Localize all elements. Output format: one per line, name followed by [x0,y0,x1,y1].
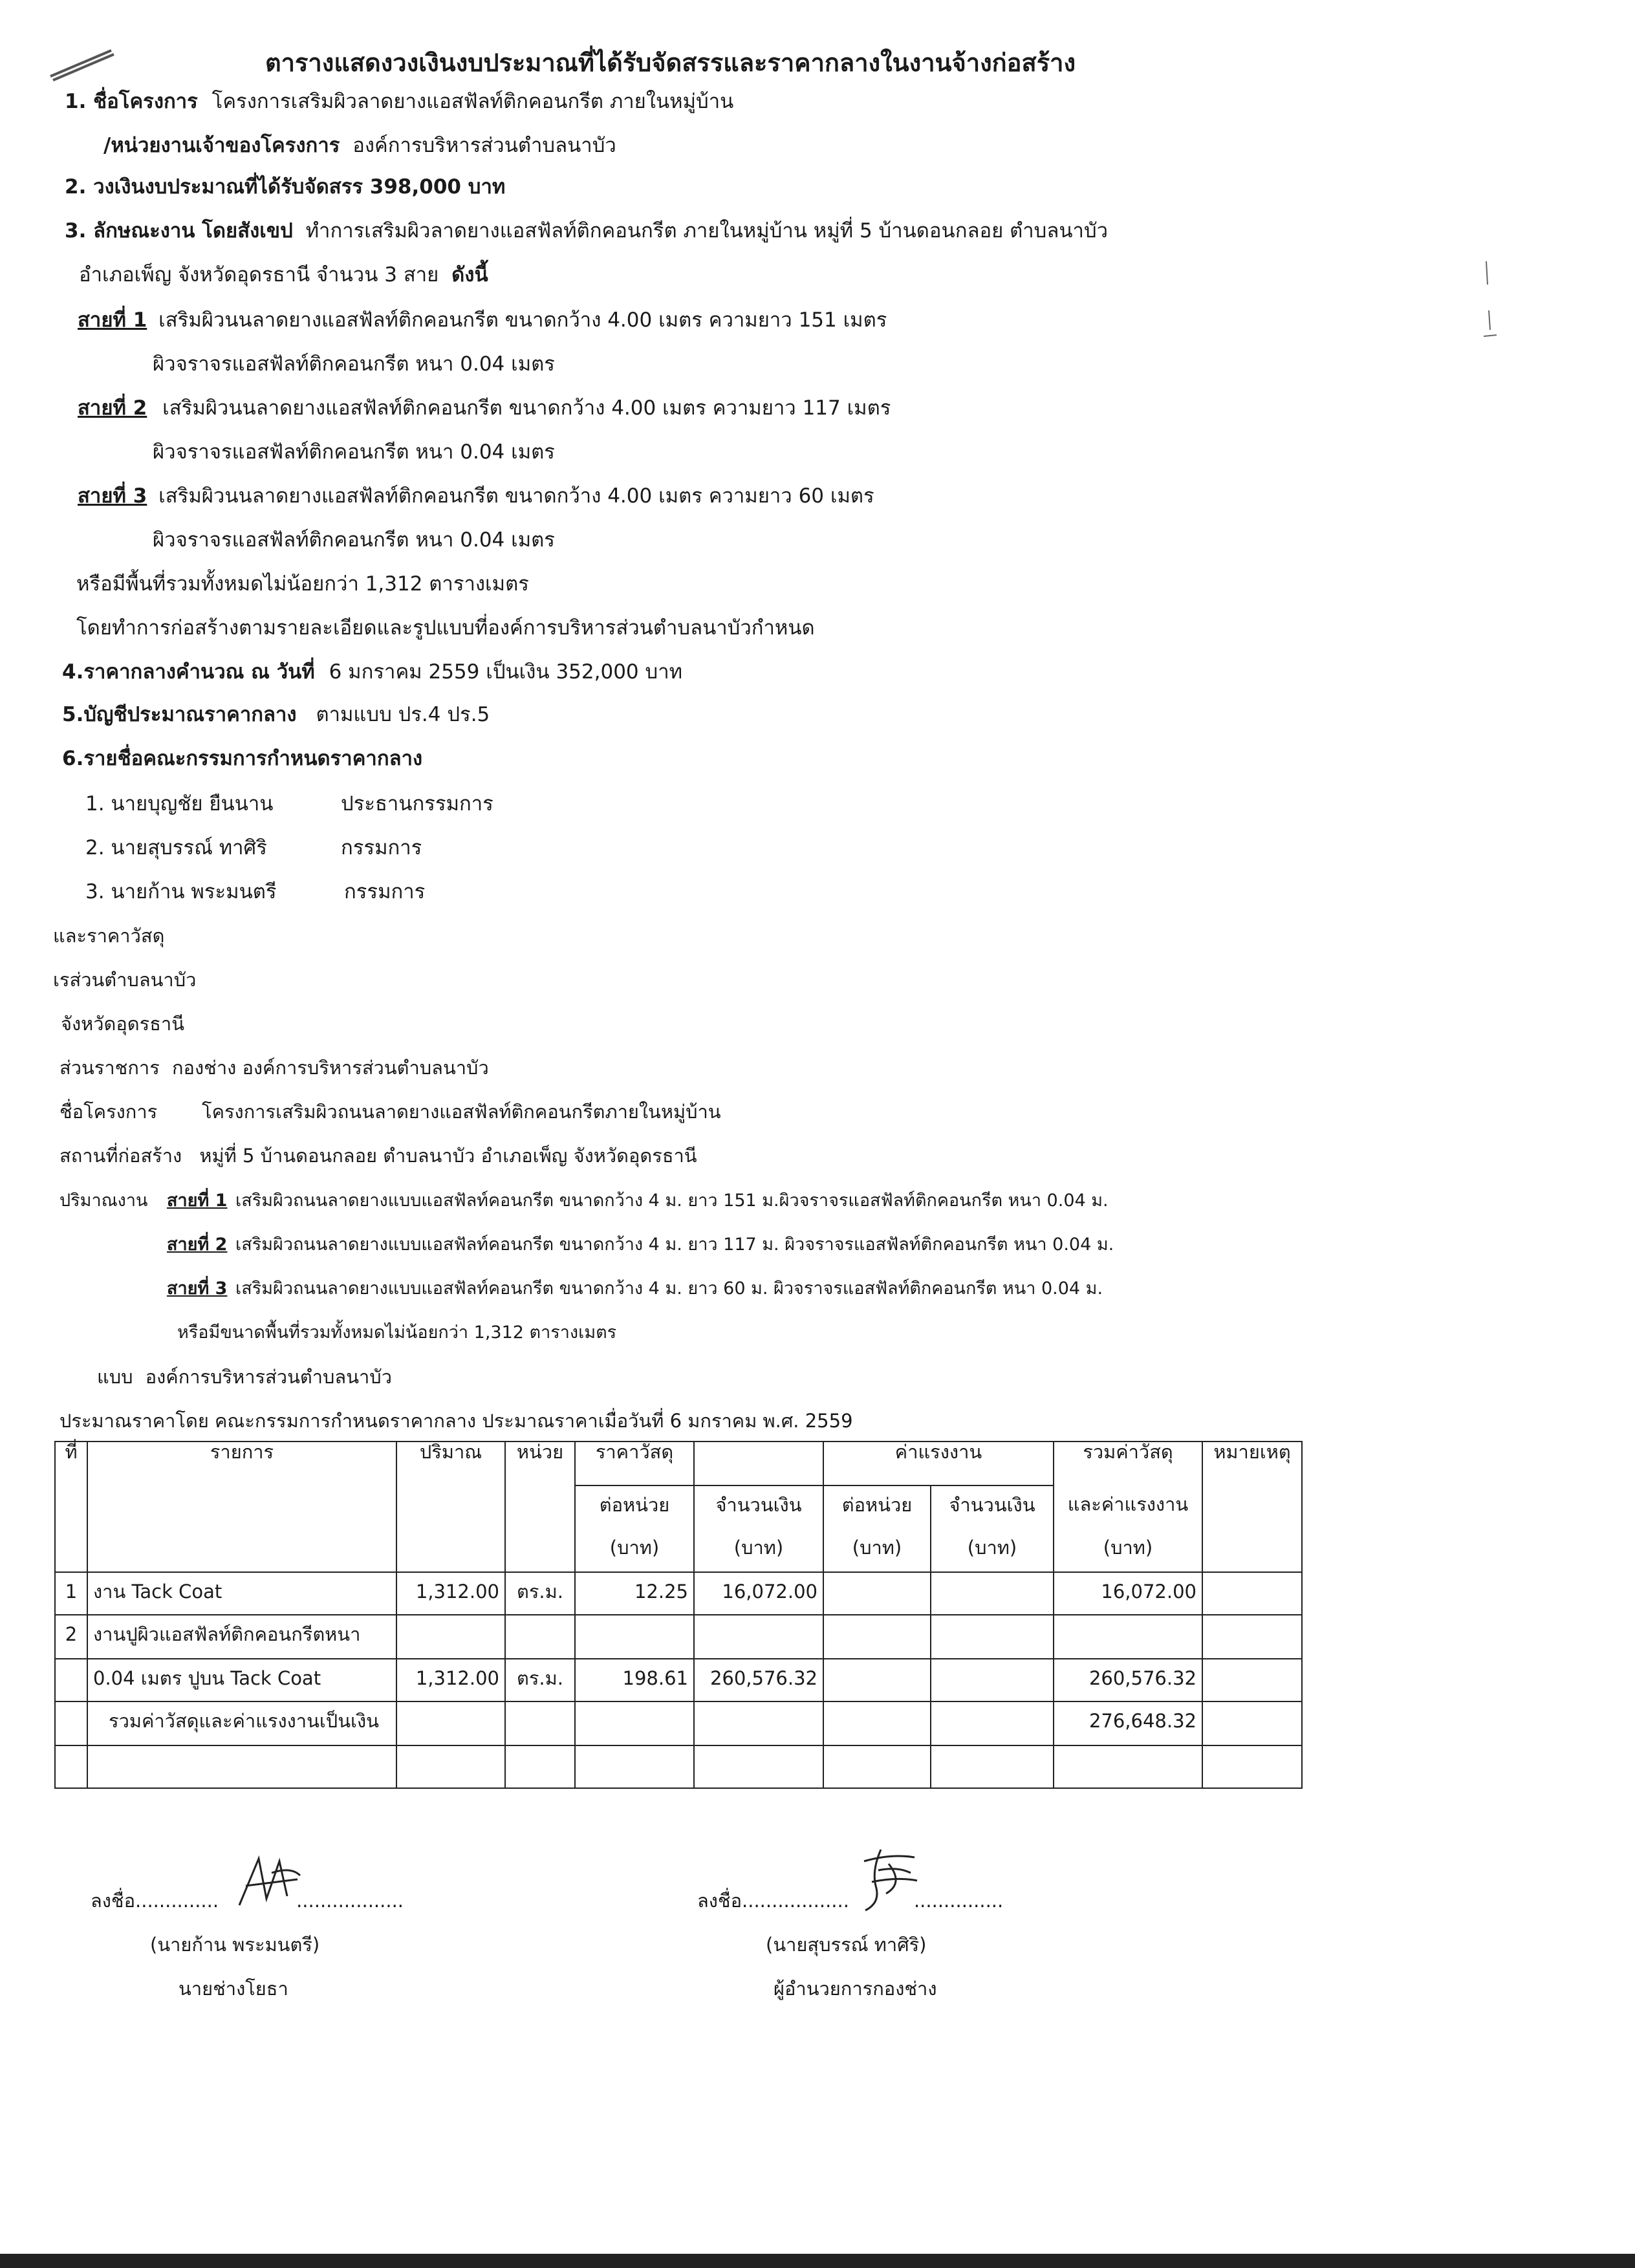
work-description-line1 [65,220,1108,242]
committee-heading: 6.รายชื่อคณะกรรมการกำหนดราคากลาง [62,747,423,770]
project-title-label: ชื่อโครงการ [60,1101,158,1123]
header-material-amount [694,1485,823,1529]
project-owner-line [103,135,616,157]
row-2-material-unit [575,1615,694,1659]
committee-member-2-role: กรรมการ [341,836,422,859]
estimate-line: ประมาณราคาโดย คณะกรรมการกำหนดราคากลาง ประมาณราคาเมื่อวันที่ 6 มกราคม พ.ศ. 2559 [60,1410,853,1432]
row-1-qty [396,1572,505,1615]
row-1-item-text: งาน Tack Coat [93,1581,222,1603]
project-owner-label: /หน่วยงานเจ้าของโครงการ [103,134,340,157]
row-1-unit-text: ตร.ม. [517,1581,563,1603]
table-header-row-3 [55,1529,1302,1572]
signature-2-line [697,1891,1003,1912]
work-description-label: 3. ลักษณะงาน โดยสังเขป [65,219,293,243]
header-labor-amount-text: จำนวนเงิน [949,1494,1035,1516]
header-baht-text: (บาท) [1103,1537,1153,1559]
header-baht-text: (บาท) [967,1537,1017,1559]
road-line-1-surface: ผิวจราจรแอสฟัลท์ติกคอนกรีต หนา 0.04 เมตร [153,352,555,376]
header-blank [505,1485,575,1529]
empty-cell [55,1745,87,1788]
empty-cell [694,1745,823,1788]
table-header-row-1 [55,1442,1302,1485]
row-1-labor-amount [931,1572,1054,1615]
empty-cell [931,1745,1054,1788]
row-3-labor-amount-text [937,1659,1048,1669]
table-empty-row [55,1745,1302,1788]
row-3-unit [505,1659,575,1701]
road-line-1 [78,309,887,331]
road-line-2-label: สายที่ 2 [78,396,147,420]
row-1-total [1054,1572,1202,1615]
row-3-material-amount [694,1659,823,1701]
fragment-material-price: และราคาวัสดุ [53,925,165,947]
header-total-2 [1054,1485,1202,1529]
row-2-no [55,1615,87,1659]
table-row [55,1615,1302,1659]
agency-line [60,1058,489,1079]
row-3-note [1202,1659,1302,1701]
signature-1-name: (นายก้าน พระมนตรี) [150,1934,320,1956]
header-unit: หน่วย [505,1442,575,1485]
header-blank [396,1529,505,1572]
quantity-area-note: หรือมีขนาดพื้นที่รวมทั้งหมดไม่น้อยกว่า 1,312 ตารางเมตร [177,1323,617,1343]
sum-labor-unit [823,1701,931,1745]
header-blank [1202,1529,1302,1572]
sum-labor-amount [931,1701,1054,1745]
header-blank [396,1485,505,1529]
quantity-line-1-text: เสริมผิวถนนลาดยางแบบแอสฟัลท์คอนกรีต ขนาดกว้าง 4 ม. ยาว 151 ม.ผิวจราจรแอสฟัลท์ติกคอนกรีต หนา 0.04 ม. [235,1191,1109,1211]
committee-member-3-name: 3. นายก้าน พระมนตรี [85,880,277,903]
row-3-labor-unit [823,1659,931,1701]
header-labor-amount [931,1485,1054,1529]
row-1-material-amount [694,1572,823,1615]
sum-label-text: รวมค่าวัสดุและค่าแรงงานเป็นเงิน [109,1710,379,1732]
sum-label [87,1701,396,1745]
header-baht [694,1529,823,1572]
row-3-total-text: 260,576.32 [1088,1667,1196,1689]
design-line [97,1367,392,1388]
road-line-3-text: เสริมผิวนนลาดยางแอสฟัลท์ติกคอนกรีต ขนาดกว้าง 4.00 เมตร ความยาว 60 เมตร [158,484,874,508]
header-quantity: ปริมาณ [396,1442,505,1485]
row-3-labor-amount [931,1659,1054,1701]
committee-member-1-role: ประธานกรรมการ [341,792,493,815]
header-baht [1054,1529,1202,1572]
road-line-3 [78,485,874,507]
sum-no [55,1701,87,1745]
sum-total [1054,1701,1202,1745]
site-line [60,1146,697,1167]
row-2-total [1054,1615,1202,1659]
empty-cell [87,1745,396,1788]
design-value: องค์การบริหารส่วนตำบลนาบัว [145,1366,392,1388]
row-2-unit [505,1615,575,1659]
header-baht [575,1529,694,1572]
row-3-qty [396,1659,505,1701]
signature-2-line-end: ............... [913,1890,1004,1912]
row-2-item [87,1615,396,1659]
table-row [55,1572,1302,1615]
row-1-labor-unit-text [829,1573,925,1582]
header-baht-text: (บาท) [733,1537,784,1559]
header-no: ที่ [55,1442,87,1485]
row-3-note-text [1208,1659,1296,1669]
row-2-note [1202,1615,1302,1659]
header-material-amount-text: จำนวนเงิน [715,1494,802,1516]
empty-cell [396,1745,505,1788]
row-3-total [1054,1659,1202,1701]
signature-2-handwriting [852,1844,924,1916]
row-2-material-amount [694,1615,823,1659]
quantity-label: ปริมาณงาน [60,1191,148,1211]
row-2-labor-amount [931,1615,1054,1659]
header-total-2-text: และค่าแรงงาน [1067,1493,1189,1515]
price-schedule-value: ตามแบบ ปร.4 ปร.5 [316,703,490,726]
road-line-3-surface: ผิวจราจรแอสฟัลท์ติกคอนกรีต หนา 0.04 เมตร [153,528,555,552]
row-1-qty-text: 1,312.00 [415,1581,499,1603]
empty-cell [1054,1745,1202,1788]
project-name-value: โครงการเสริมผิวลาดยางแอสฟัลท์ติกคอนกรีต ภายในหมู่บ้าน [211,90,734,113]
row-3-material-amount-text: 260,576.32 [709,1667,817,1689]
row-1-note-text [1208,1573,1296,1582]
reference-price-label: 4.ราคากลางคำนวณ ณ วันที่ [62,660,315,684]
committee-member-1-name: 1. นายบุญชัย ยืนนาน [85,792,274,815]
signature-2-line-start: ลงชื่อ.................. [697,1890,849,1912]
signature-2-position: ผู้อำนวยการกองช่าง [774,1978,937,2000]
header-baht [823,1529,931,1572]
road-line-3-label: สายที่ 3 [78,484,147,508]
committee-member-3-role: กรรมการ [344,880,426,903]
sum-note [1202,1701,1302,1745]
row-1-no-text: 1 [65,1581,78,1603]
header-material-price: ราคาวัสดุ [575,1442,694,1485]
work-as-follows: ดังนี้ [451,263,488,286]
work-description-value: ทำการเสริมผิวลาดยางแอสฟัลท์ติกคอนกรีต ภายในหมู่บ้าน หมู่ที่ 5 บ้านดอนกลอย ตำบลนาบัว [305,219,1109,243]
road-line-1-text: เสริมผิวนนลาดยางแอสฟัลท์ติกคอนกรีต ขนาดกว้าง 4.00 เมตร ความยาว 151 เมตร [158,308,887,332]
fragment-province: จังหวัดอุดรธานี [61,1013,185,1035]
header-baht [931,1529,1054,1572]
road-line-2-surface: ผิวจราจรแอสฟัลท์ติกคอนกรีต หนา 0.04 เมตร [153,440,555,464]
empty-cell [823,1745,931,1788]
row-2-labor-unit [823,1615,931,1659]
committee-member-3 [85,881,425,903]
reference-price-line [62,661,682,683]
row-3-item-text: 0.04 เมตร ปูบน Tack Coat [93,1667,321,1689]
project-title-line [60,1102,721,1123]
row-3-no [55,1659,87,1701]
scan-speck-mark [1477,259,1503,343]
scan-bottom-edge [0,2254,1635,2268]
row-1-material-unit [575,1572,694,1615]
row-3-item [87,1659,396,1701]
table-row [55,1659,1302,1701]
table-sum-row [55,1701,1302,1745]
quantity-line-2 [167,1235,1114,1255]
design-label: แบบ [97,1366,133,1388]
header-blank [1202,1485,1302,1529]
project-owner-value: องค์การบริหารส่วนตำบลนาบัว [352,134,616,157]
agency-label: ส่วนราชการ [60,1057,160,1079]
empty-cell [1202,1745,1302,1788]
header-material-per-unit [575,1485,694,1529]
quantity-line-2-label: สายที่ 2 [167,1235,228,1255]
cost-table [54,1441,1303,1789]
price-schedule-label: 5.บัญชีประมาณราคากลาง [62,703,297,726]
row-2-qty [396,1615,505,1659]
header-labor-per-unit [823,1485,931,1529]
committee-member-1 [85,793,493,815]
header-blank [55,1529,87,1572]
header-blank [505,1529,575,1572]
road-line-1-label: สายที่ 1 [78,308,147,332]
quantity-line-2-text: เสริมผิวถนนลาดยางแบบแอสฟัลท์คอนกรีต ขนาดกว้าง 4 ม. ยาว 117 ม. ผิวจราจรแอสฟัลท์ติกคอนกรีต หนา 0.04 ม. [235,1235,1114,1255]
sum-qty [396,1701,505,1745]
header-note: หมายเหตุ [1202,1442,1302,1485]
row-1-material-amount-text: 16,072.00 [722,1581,817,1603]
site-label: สถานที่ก่อสร้าง [60,1145,182,1167]
row-3-material-unit-text: 198.61 [622,1667,688,1689]
header-item: รายการ [87,1442,396,1485]
quantity-line-3-label: สายที่ 3 [167,1279,228,1299]
quantity-line-3 [167,1279,1103,1299]
document-title: ตารางแสดงวงเงินงบประมาณที่ได้รับจัดสรรและราคากลางในงานจ้างก่อสร้าง [265,49,1076,77]
quantity-line-1-label: สายที่ 1 [167,1191,228,1211]
work-location: อำเภอเพ็ญ จังหวัดอุดรธานี จำนวน 3 สาย [79,263,439,286]
total-area-note: หรือมีพื้นที่รวมทั้งหมดไม่น้อยกว่า 1,312 ตารางเมตร [76,572,529,596]
row-3-unit-text: ตร.ม. [517,1667,563,1689]
signature-1-line-end: .................. [296,1890,404,1912]
budget-line: 2. วงเงินงบประมาณที่ได้รับจัดสรร 398,000 บาท [65,175,506,199]
row-1-item [87,1572,396,1615]
road-line-2-text: เสริมผิวนนลาดยางแอสฟัลท์ติกคอนกรีต ขนาดกว้าง 4.00 เมตร ความยาว 117 เมตร [162,396,891,420]
site-value: หมู่ที่ 5 บ้านดอนกลอย ตำบลนาบัว อำเภอเพ็ญ จังหวัดอุดรธานี [199,1145,697,1167]
row-2-no-text: 2 [65,1623,78,1645]
quantity-line-1 [60,1191,1109,1211]
project-name-label: 1. ชื่อโครงการ [65,90,198,113]
committee-member-2-name: 2. นายสุบรรณ์ ทาศิริ [85,836,267,859]
signature-1-position: นายช่างโยธา [179,1978,288,2000]
row-1-no [55,1572,87,1615]
signature-2-name: (นายสุบรรณ์ ทาศิริ) [766,1934,927,1956]
project-name-line [65,91,733,113]
sum-unit [505,1701,575,1745]
header-blank [87,1485,396,1529]
row-1-unit [505,1572,575,1615]
header-blank [87,1529,396,1572]
row-3-material-unit [575,1659,694,1701]
row-3-qty-text: 1,312.00 [415,1667,499,1689]
row-1-labor-amount-text [937,1573,1048,1582]
header-baht-text: (บาท) [852,1537,902,1559]
table-header-row-2 [55,1485,1302,1529]
empty-cell [575,1745,694,1788]
row-2-item-text: งานปูผิวแอสฟัลท์ติกคอนกรีตหนา [93,1623,361,1645]
committee-member-2 [85,837,422,859]
road-line-2 [78,397,891,419]
sum-material-unit [575,1701,694,1745]
signature-1-line-start: ลงชื่อ.............. [91,1890,219,1912]
header-labor-per-unit-text: ต่อหน่วย [841,1494,913,1516]
row-1-total-text: 16,072.00 [1101,1581,1196,1603]
sum-material-amount [694,1701,823,1745]
row-1-note [1202,1572,1302,1615]
header-total-1: รวมค่าวัสดุ [1054,1442,1202,1485]
row-3-labor-unit-text [829,1659,925,1669]
work-description-line2 [79,264,488,286]
construction-note: โดยทำการก่อสร้างตามรายละเอียดและรูปแบบที่องค์การบริหารส่วนตำบลนาบัวกำหนด [76,616,815,640]
header-empty [694,1442,823,1485]
row-1-labor-unit [823,1572,931,1615]
agency-value: กองช่าง องค์การบริหารส่วนตำบลนาบัว [172,1057,489,1079]
header-baht-text: (บาท) [609,1537,660,1559]
paper-clip-mark [47,44,118,83]
empty-cell [505,1745,575,1788]
row-1-material-unit-text: 12.25 [634,1581,688,1603]
signature-1-handwriting [233,1853,304,1912]
reference-price-value: 6 มกราคม 2559 เป็นเงิน 352,000 บาท [329,660,683,684]
header-material-per-unit-text: ต่อหน่วย [599,1494,670,1516]
price-schedule-line [62,704,490,726]
sum-total-text: 276,648.32 [1088,1710,1196,1732]
project-title-value: โครงการเสริมผิวถนนลาดยางแอสฟัลท์ติกคอนกรีตภายในหมู่บ้าน [202,1101,721,1123]
fragment-subdistrict: เรส่วนตำบลนาบัว [53,969,197,991]
header-labor: ค่าแรงงาน [823,1442,1054,1485]
header-blank [55,1485,87,1529]
quantity-line-3-text: เสริมผิวถนนลาดยางแบบแอสฟัลท์คอนกรีต ขนาดกว้าง 4 ม. ยาว 60 ม. ผิวจราจรแอสฟัลท์ติกคอนกรีต หนา 0.04 ม. [235,1279,1103,1299]
